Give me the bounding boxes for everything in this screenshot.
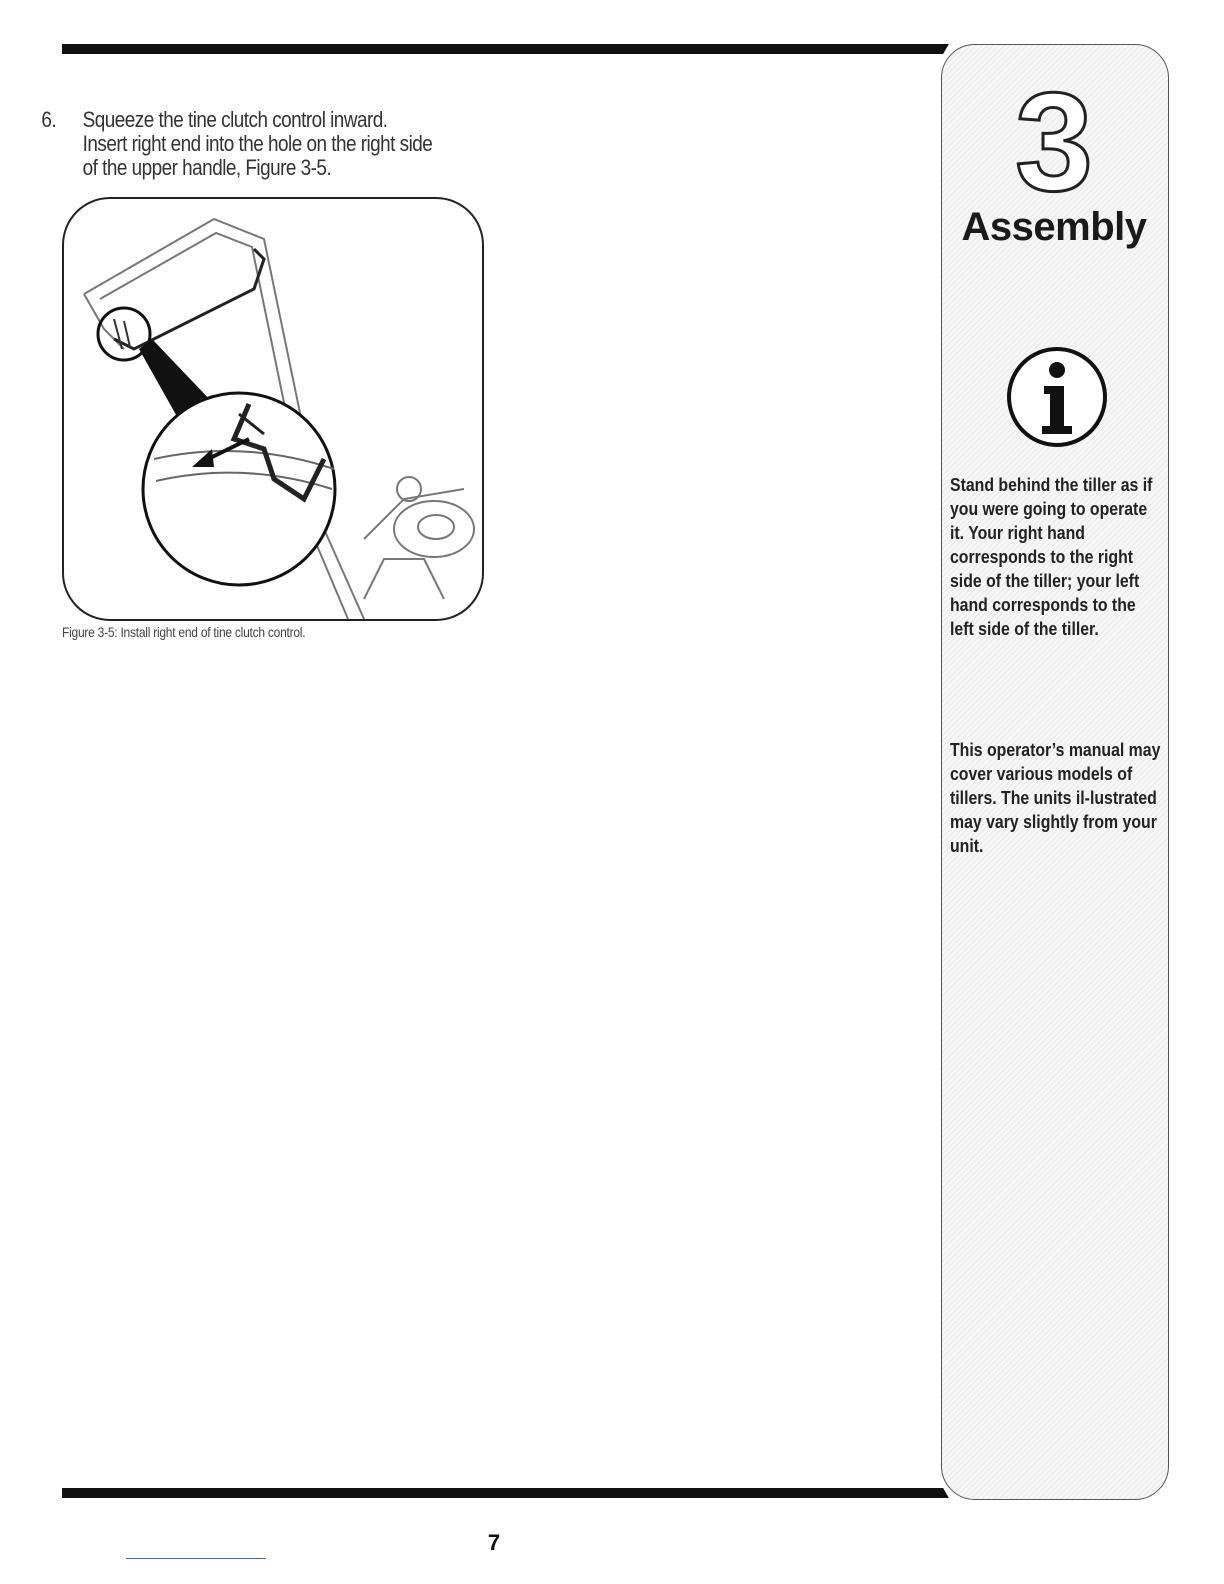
step-line-3: of the upper handle, Figure 3-5.: [82, 155, 332, 180]
step-line-1: 6. Squeeze the tine clutch control inward.: [41, 107, 388, 132]
chapter-title: Assembly: [961, 205, 1147, 249]
info-icon: [1006, 346, 1108, 448]
bottom-rule: [62, 1488, 940, 1498]
figure-caption: Figure 3-5: Install right end of tine clutch control.: [62, 624, 306, 640]
tine-clutch-illustration: [64, 199, 482, 619]
step-6: [41, 107, 440, 180]
page-number: 7: [487, 1530, 501, 1555]
footer-link-underline: [126, 1558, 266, 1559]
step-number: 6.: [41, 107, 57, 132]
note-models: This operator’s manual may cover various models of tillers. The units il-lustrated may vary slightly from your unit.: [950, 740, 1161, 856]
note-right-left: Stand behind the tiller as if you were going to operate it. Your right hand corresponds to the right side of the tiller; your left hand corresponds to the left side of the tiller.: [950, 475, 1153, 639]
chapter-number-text: 3: [1015, 72, 1093, 202]
chapter-number: [1008, 72, 1100, 202]
top-rule: [62, 44, 940, 54]
figure-3-5: [62, 197, 484, 621]
step-line-2: Insert right end into the hole on the right side: [82, 131, 433, 156]
